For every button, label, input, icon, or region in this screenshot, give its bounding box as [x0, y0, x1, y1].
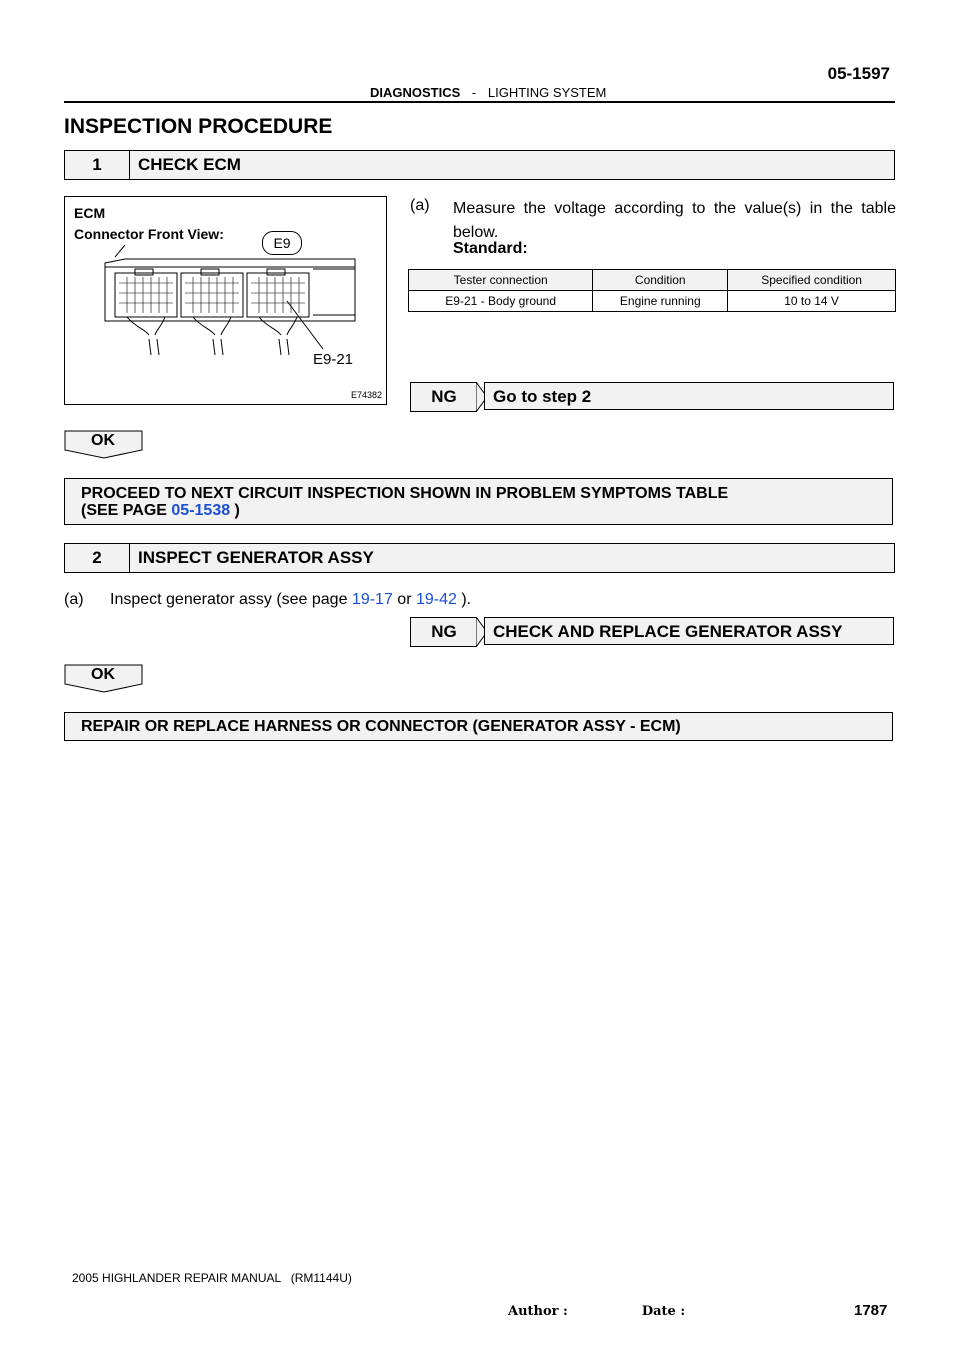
- col-specified-condition: Specified condition: [728, 270, 896, 291]
- ok-result-line-1: PROCEED TO NEXT CIRCUIT INSPECTION SHOWN IN PROBLEM SYMPTOMS TABLE: [81, 485, 729, 502]
- figure-caption-view: Connector Front View:: [74, 226, 224, 242]
- step-1-ok-result: [64, 478, 893, 525]
- step-2-instruction-marker: (a): [64, 591, 84, 608]
- figure-id: E74382: [350, 390, 382, 400]
- pin-label: E9-21: [313, 351, 354, 368]
- step-2-instruction-mid: or: [392, 591, 416, 608]
- figure-caption-ecm: ECM: [74, 205, 106, 221]
- cell-specified-condition: 10 to 14 V: [728, 291, 896, 312]
- step-1-instruction-marker: (a): [410, 197, 430, 214]
- step-1-instruction: Measure the voltage according to the value(s) in the table below.: [453, 200, 896, 241]
- cell-tester-connection: E9-21 - Body ground: [409, 291, 593, 312]
- step-2-ok-label: OK: [91, 666, 115, 683]
- page-link-05-1538[interactable]: 05-1538: [171, 502, 231, 519]
- standard-label: Standard:: [453, 240, 528, 257]
- step-2-ok-tag: [64, 664, 144, 696]
- cell-condition: Engine running: [593, 291, 728, 312]
- footer-meta: [508, 1304, 685, 1319]
- step-2-instruction-prefix: Inspect generator assy (see page: [110, 591, 352, 608]
- col-condition: Condition: [593, 270, 728, 291]
- step-1-ok-tag: [64, 430, 144, 462]
- page-title: INSPECTION PROCEDURE: [64, 115, 333, 138]
- date-label: Date :: [641, 1304, 686, 1319]
- author-label: Author :: [508, 1304, 568, 1319]
- step-2-number: 2: [65, 544, 130, 572]
- subsection-name: LIGHTING SYSTEM: [487, 85, 607, 100]
- step-1-ng-result[interactable]: Go to step 2: [484, 382, 894, 410]
- page-number: 05-1597: [827, 64, 890, 83]
- ecm-connector-figure: [64, 196, 387, 405]
- spec-table: [408, 269, 896, 312]
- step-2-ok-result: REPAIR OR REPLACE HARNESS OR CONNECTOR (GENERATOR ASSY - ECM): [64, 712, 893, 741]
- table-row: [409, 291, 896, 312]
- step-2-header: [64, 543, 895, 573]
- step-2-instruction: [64, 591, 471, 609]
- page-link-19-17[interactable]: 19-17: [351, 591, 393, 608]
- step-2-ng-result: CHECK AND REPLACE GENERATOR ASSY: [484, 617, 894, 645]
- step-1-header: [64, 150, 895, 180]
- step-1-number: 1: [65, 151, 130, 179]
- step-2-instruction-suffix: ).: [456, 591, 472, 608]
- footer-manual-title: 2005 HIGHLANDER REPAIR MANUAL (RM1144U): [72, 1271, 352, 1285]
- step-1-ng-tag: NG: [410, 382, 477, 412]
- step-1-ok-label: OK: [91, 432, 115, 449]
- step-2-ng-tag: NG: [410, 617, 477, 647]
- ok-result-line-2: [81, 502, 876, 519]
- page-link-19-42[interactable]: 19-42: [415, 591, 457, 608]
- col-tester-connection: Tester connection: [409, 270, 593, 291]
- footer-page-number: 1787: [854, 1302, 888, 1319]
- ok-result-prefix: (SEE PAGE: [81, 502, 172, 519]
- section-name: DIAGNOSTICS: [370, 85, 461, 100]
- connector-label: E9: [262, 231, 302, 255]
- ok-result-suffix: ): [230, 502, 240, 519]
- step-1-title: CHECK ECM: [138, 155, 241, 174]
- section-header: [370, 85, 606, 100]
- section-separator: -: [471, 85, 477, 100]
- header-rule: [64, 101, 895, 103]
- step-2-title: INSPECT GENERATOR ASSY: [138, 548, 374, 567]
- spec-table-header-row: [409, 270, 896, 291]
